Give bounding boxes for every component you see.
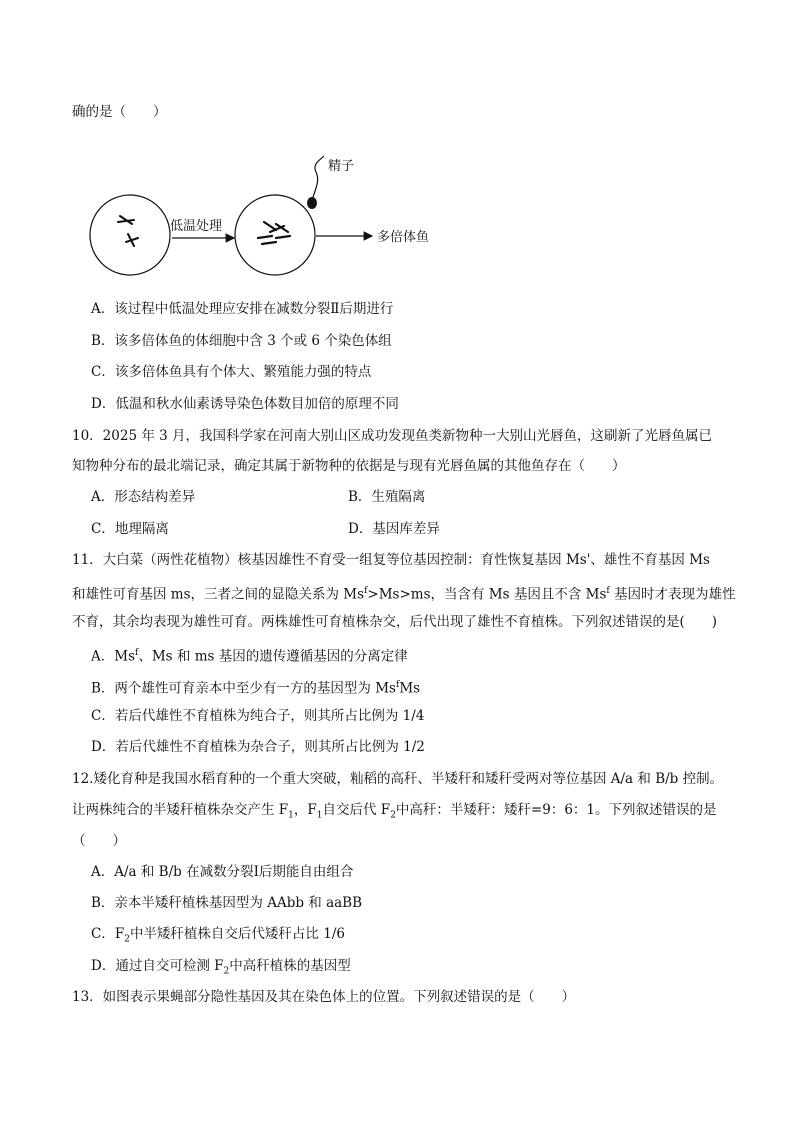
- q10-option-b: B．生殖隔离: [348, 489, 426, 505]
- q9-option-b: B．该多倍体鱼的体细胞中含 3 个或 6 个染色体组: [91, 333, 392, 349]
- q11-stem-line1: 11．大白菜（两性花植物）核基因雄性不育受一组复等位基因控制：育性恢复基因 Ms'、雄性不育基因 Ms: [72, 552, 710, 568]
- q13-stem-line1: 13．如图表示果蝇部分隐性基因及其在染色体上的位置。下列叙述错误的是（ ）: [72, 989, 576, 1005]
- polyploid-fish-diagram: [80, 150, 440, 280]
- q12-stem-line1: 12.矮化育种是我国水稻育种的一个重大突破，籼稻的高秆、半矮秆和矮秆受两对等位基因 A/a 和 B/b 控制。: [72, 771, 724, 787]
- q10-option-d: D．基因库差异: [348, 521, 440, 537]
- fertilized-cell-circle: [235, 195, 315, 275]
- q11-option-b: B．两个雄性可育亲本中至少有一方的基因型为 Ms$^f$Ms: [91, 680, 421, 697]
- chromosome-doubled-icon: [258, 222, 290, 244]
- sperm-head-icon: [307, 197, 317, 209]
- q11-option-a: A．Ms$^f$、Ms 和 ms 基因的遗传遵循基因的分离定律: [91, 648, 408, 665]
- cold-treatment-label: 低温处理: [170, 219, 223, 234]
- polyploid-fish-label: 多倍体鱼: [377, 230, 430, 245]
- sperm-label: 精子: [328, 159, 355, 174]
- q11-stem-line3: 不育，其余均表现为雄性可育。两株雄性可育植株杂交，后代出现了雄性不育植株。下列叙述错误的是( ): [72, 614, 718, 630]
- chromosome-icon: [118, 216, 138, 246]
- q10-stem-line2: 知物种分布的最北端记录，确定其属于新物种的依据是与现有光唇鱼属的其他鱼存在（ ）: [72, 458, 626, 474]
- sperm-tail: [312, 156, 324, 200]
- q9-option-d: D．低温和秋水仙素诱导染色体数目加倍的原理不同: [91, 396, 399, 412]
- q12-option-a: A．A/a 和 B/b 在减数分裂Ⅰ后期能自由组合: [91, 864, 354, 880]
- q11-stem-line2: 和雄性可育基因 ms，三者之间的显隐关系为 $Ms^f>Ms>ms$，当含有 Ms 基因且不含 Ms$^f$ 基因时才表现为雄性: [72, 586, 736, 603]
- q9-option-a: A．该过程中低温处理应安排在减数分裂Ⅱ后期进行: [91, 301, 394, 317]
- q12-option-c: C．$F_2$中半矮秆植株自交后代矮秆占比 1/6: [91, 926, 345, 945]
- q11-option-d: D．若后代雄性不育植株为杂合子，则其所占比例为 1/2: [91, 739, 425, 755]
- question9-stem-tail: 确的是（ ）: [72, 104, 167, 120]
- q12-option-b: B．亲本半矮秆植株基因型为 AAbb 和 aaBB: [91, 895, 363, 911]
- q12-option-d: D．通过自交可检测 $F_2$中高秆植株的基因型: [91, 958, 351, 977]
- q9-option-c: C．该多倍体鱼具有个体大、繁殖能力强的特点: [91, 364, 372, 380]
- q12-stem-line3: （ ）: [72, 833, 126, 849]
- q10-stem-line1: 10．2025 年 3 月，我国科学家在河南大别山区成功发现鱼类新物种一大别山光唇鱼，这刷新了光唇鱼属已: [72, 428, 712, 444]
- q10-option-c: C．地理隔离: [91, 521, 169, 537]
- q11-option-c: C．若后代雄性不育植株为纯合子，则其所占比例为 1/4: [91, 708, 425, 724]
- q10-option-a: A．形态结构差异: [91, 489, 196, 505]
- egg-cell-circle: [90, 195, 170, 275]
- q12-stem-line2: 让两株纯合的半矮秆植株杂交产生 $F_1$，$F_1$自交后代 $F_2$中高秆：半矮秆：矮秆=9：6：1。下列叙述错误的是: [72, 802, 717, 821]
